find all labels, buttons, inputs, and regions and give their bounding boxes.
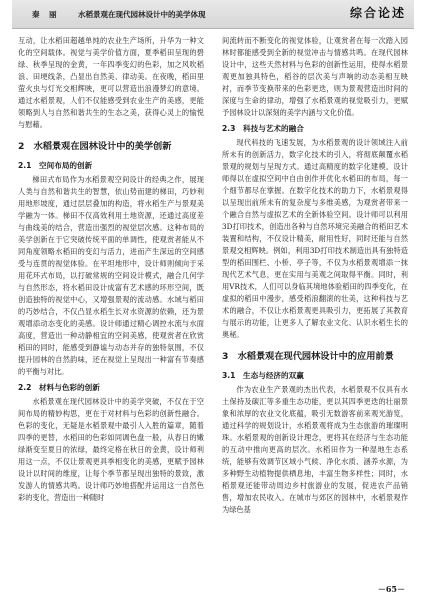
right-column (222, 35, 408, 516)
subsection-heading: 3.1 生态与经济的双赢 (222, 371, 304, 380)
body-paragraph: 互动，让水稻田超越单纯的农业生产场所，升华为一种文化的空间载体。视觉与美学价值方面，夏季稻田呈现的碧绿、秋季呈现的金黄，一年四季变幻的色彩，加之风吹稻浪、田埂线条，凸显出自然美、律动美。在夜晚，稻田里萤火虫与灯光交相辉映，更可以营造出浪漫梦幻的意境。通过水稻景观，人们不仅能感受到农业生产的美感，更能领略到人与自然和谐共生的生态之美，获得心灵上的愉悦与慰藉。 (18, 36, 204, 129)
header-authors: 秦 丽 (32, 10, 58, 19)
running-header (12, 0, 414, 29)
body-paragraph: 水稻景观在现代园林设计中的美学突破，不仅在于空间布局的精妙构思，更在于对材料与色彩的创新性融合。色彩的变化，无疑是水稻景观中最引人入胜的篇章，随着四季的更替，水稻田的色彩如同调色盘一般，从春日的嫩绿渐变至夏日的浓绿，最终定格在秋日的金黄，设计师利用这一点，不仅让景观更具季相变化的美感，更赋予园林设计以时间的维度，让每个季节都呈现出独特的景致，激发游人的情感共鸣。设计师巧妙地搭配并运用这一自然色彩的变化，营造出一种随时 (18, 397, 204, 502)
header-running-title: 水稻景观在现代园林设计中的美学体现 (78, 10, 206, 19)
body-paragraph: 作为农业生产景观的杰出代表，水稻景观不仅具有水土保持及碳汇等多重生态功能，更以其四季更迭的壮丽景象和浓厚的农业文化底蕴，吸引无数游客前来观光游览，通过科学的规划设计，水稻景观将成为生态旅游的璀璨明珠。水稻景观的创新设计理念，更将其在经济与生态功能的互动中推向更高的层次。水稻田作为一种湿地生态系统，能够有效调节区域小气候、净化水质、涵养水源，为多种野生动植物提供栖息地，丰富生物多样性；同时，水稻景观还能带动周边乡村旅游业的发展，促进农产品销售，增加农民收入。在城市与郊区的园林中，水稻景观作为绿色基 (222, 385, 408, 514)
header-section-label: 综合论述 (349, 6, 406, 20)
subsection-heading: 2.1 空间布局的创新 (18, 161, 93, 170)
section-heading: 2 水稻景观在园林设计中的美学创新 (18, 141, 172, 152)
subsection-heading: 2.3 科技与艺术的融合 (222, 124, 304, 133)
body-paragraph: 现代科技的飞速发展，为水稻景观的设计领域注入前所未有的创新活力，数字化技术的引入，将彻底颠覆水稻景观的规划与呈现方式。通过高精度的数字化建模，设计师得以在虚拟空间中自由创作并优化水稻田的布局，每一个细节都尽在掌握。在数字化技术的助力下，水稻景观得以呈现出前所未有的复杂度与多维美感，为观赏者带来一个融合自然与虚拟艺术的全新体验空间。设计师可以利用3D打印技术，创造出各种与自然环境完美融合的稻田艺术装置和结构，不仅设计精美，耐用性好，同时还能与自然景观交相辉映。例如，利用3D打印技术制造出具有独特造型的稻田围栏、小桥、亭子等，不仅为水稻景观增添一抹现代艺术气息，更在实用与美观之间取得平衡。同时，利用VR技术，人们可以身临其境地体验稻田的四季变化，在虚拟的稻田中漫步，感受稻浪翻滚的壮美，这种科技与艺术的融合，不仅让水稻景观更具吸引力，更拓展了其教育与展示的功能，让更多人了解农业文化、认识水稻生长的奥秘。 (222, 138, 408, 339)
body-paragraph: 梯田式布局作为水稻景观空间设计的经典之作，展现人类与自然和谐共生的智慧，依山势而建的梯田，巧妙利用地形坡度，通过层层叠加的构造，将水稻生产与景观美学融为一体。梯田不仅高效利用土地资源，还通过高度差与曲线美的结合，营造出强烈的视觉层次感。这种布局的美学创新在于它突破传统平面的单调性，使观赏者能从不同角度领略水稻田的变幻与活力，进而产生深远的空间感受与连贯的视觉体验。在平坦地形中，设计师则倾向于采用花环式布局，以打破常规的空间设计模式，融合几何学与自然形态，将水稻田设计成富有艺术感的环形空间，既创造独特的视觉中心，又增强景观的流动感。水域与稻田的巧妙结合，不仅凸显水稻生长对水资源的依赖，还为景观增添动态变化的美感。设计师通过精心调控水流与水面高度，营造出一种动静相宜的空间美感，使观赏者在欣赏稻田的同时，能感受到静谧与动态并存的独特氛围，不仅提升园林的自然韵味，还在视觉上呈现出一种富有节奏感的平衡与对比。 (18, 175, 204, 376)
body-paragraph: 间流转而不断变化的视觉体验，让观赏者在每一次踏入园林时都能感受到全新的视觉冲击与情感共鸣。在现代园林设计中，这些天然材料与色彩的创新性运用，使得水稻景观更加独具特色，稻谷的层次美与声响的动态美相互映衬，而季节变换带来的色彩更迭，则为景观营造出时间的深度与生命的律动，增强了水稻景观的视觉吸引力，更赋予园林设计以深刻的美学内涵与文化价值。 (222, 36, 408, 117)
left-column (18, 35, 204, 504)
section-heading: 3 水稻景观在现代园林设计中的应用前景 (222, 351, 394, 362)
page-number: －65－ (377, 584, 405, 594)
subsection-heading: 2.2 材料与色彩的创新 (18, 383, 100, 392)
